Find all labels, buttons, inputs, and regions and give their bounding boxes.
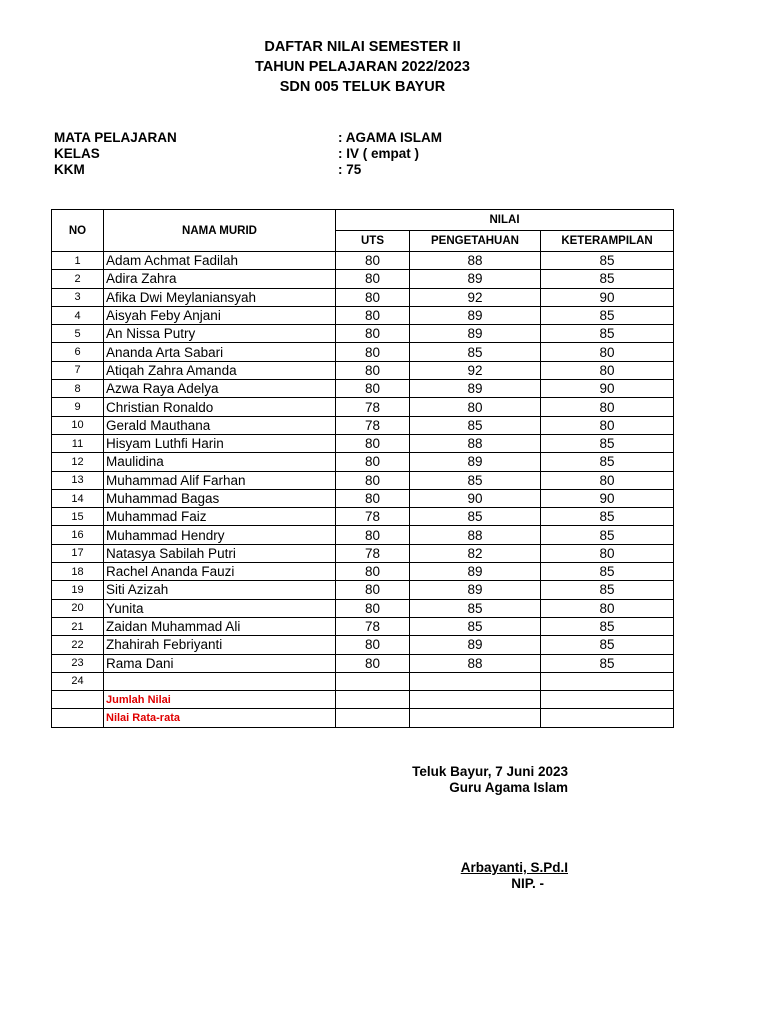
- table-row: [52, 343, 674, 361]
- title-line-1: DAFTAR NILAI SEMESTER II: [264, 39, 461, 55]
- cell-name: Yunita: [104, 599, 336, 617]
- cell-keterampilan: 80: [541, 471, 674, 489]
- cell-no: 17: [52, 544, 104, 562]
- summary-row: [52, 691, 674, 709]
- cell-uts: 80: [336, 489, 410, 507]
- cell-name: Ananda Arta Sabari: [104, 343, 336, 361]
- cell-keterampilan: 85: [541, 453, 674, 471]
- cell-pengetahuan: 89: [410, 306, 541, 324]
- cell-uts: 80: [336, 252, 410, 270]
- table-row: [52, 672, 674, 690]
- table-row: [52, 252, 674, 270]
- cell-uts: 80: [336, 380, 410, 398]
- cell-keterampilan: 80: [541, 398, 674, 416]
- cell-uts: [336, 672, 410, 690]
- cell-pengetahuan: 92: [410, 361, 541, 379]
- table-row: [52, 398, 674, 416]
- cell-no: 19: [52, 581, 104, 599]
- cell-uts: 80: [336, 270, 410, 288]
- summary-label: Jumlah Nilai: [104, 691, 336, 709]
- table-row: [52, 599, 674, 617]
- cell-pengetahuan: 92: [410, 288, 541, 306]
- summary-value: [410, 709, 541, 727]
- info-label: MATA PELAJARAN: [54, 130, 177, 145]
- cell-name: Natasya Sabilah Putri: [104, 544, 336, 562]
- cell-pengetahuan: 88: [410, 654, 541, 672]
- cell-uts: 80: [336, 654, 410, 672]
- cell-no: 14: [52, 489, 104, 507]
- signature-role: Guru Agama Islam: [449, 780, 568, 795]
- signature-place-date: Teluk Bayur, 7 Juni 2023: [412, 764, 568, 779]
- cell-name: Zhahirah Febriyanti: [104, 636, 336, 654]
- cell-no: 8: [52, 380, 104, 398]
- table-row: [52, 617, 674, 635]
- cell-no: 13: [52, 471, 104, 489]
- cell-keterampilan: 85: [541, 636, 674, 654]
- cell-keterampilan: 85: [541, 654, 674, 672]
- cell-keterampilan: 85: [541, 508, 674, 526]
- cell-keterampilan: 80: [541, 343, 674, 361]
- table-row: [52, 526, 674, 544]
- cell-name: Hisyam Luthfi Harin: [104, 434, 336, 452]
- cell-keterampilan: 85: [541, 252, 674, 270]
- summary-value: [541, 709, 674, 727]
- cell-pengetahuan: 85: [410, 416, 541, 434]
- header-pengetahuan: PENGETAHUAN: [410, 231, 541, 252]
- table-row: [52, 325, 674, 343]
- cell-keterampilan: 80: [541, 599, 674, 617]
- cell-pengetahuan: 88: [410, 252, 541, 270]
- cell-no: 23: [52, 654, 104, 672]
- cell-no: 5: [52, 325, 104, 343]
- cell-pengetahuan: 89: [410, 581, 541, 599]
- table-row: [52, 380, 674, 398]
- table-row: [52, 361, 674, 379]
- table-row: [52, 306, 674, 324]
- cell-pengetahuan: 89: [410, 563, 541, 581]
- cell-keterampilan: 85: [541, 581, 674, 599]
- header-keterampilan: KETERAMPILAN: [541, 231, 674, 252]
- cell-uts: 78: [336, 416, 410, 434]
- table-row: [52, 489, 674, 507]
- header-uts: UTS: [336, 231, 410, 252]
- cell-no: 24: [52, 672, 104, 690]
- cell-name: Siti Azizah: [104, 581, 336, 599]
- cell-uts: 78: [336, 544, 410, 562]
- cell-no: 4: [52, 306, 104, 324]
- title-line-3: SDN 005 TELUK BAYUR: [279, 79, 446, 95]
- info-label: KKM: [54, 162, 85, 177]
- cell-pengetahuan: 90: [410, 489, 541, 507]
- cell-pengetahuan: 85: [410, 617, 541, 635]
- table-row: [52, 563, 674, 581]
- cell-name: Adira Zahra: [104, 270, 336, 288]
- cell-pengetahuan: 82: [410, 544, 541, 562]
- cell-name: [104, 672, 336, 690]
- cell-uts: 80: [336, 563, 410, 581]
- cell-name: Christian Ronaldo: [104, 398, 336, 416]
- cell-no: [52, 691, 104, 709]
- cell-no: 2: [52, 270, 104, 288]
- header-name: NAMA MURID: [104, 210, 336, 252]
- cell-pengetahuan: 89: [410, 636, 541, 654]
- cell-uts: 80: [336, 361, 410, 379]
- summary-label: Nilai Rata-rata: [104, 709, 336, 727]
- title-line-2: TAHUN PELAJARAN 2022/2023: [255, 59, 470, 75]
- cell-no: 7: [52, 361, 104, 379]
- cell-uts: 80: [336, 306, 410, 324]
- cell-name: Muhammad Faiz: [104, 508, 336, 526]
- summary-value: [410, 691, 541, 709]
- cell-keterampilan: 85: [541, 434, 674, 452]
- cell-uts: 80: [336, 599, 410, 617]
- cell-uts: 80: [336, 581, 410, 599]
- cell-no: 21: [52, 617, 104, 635]
- cell-pengetahuan: 85: [410, 508, 541, 526]
- cell-no: 18: [52, 563, 104, 581]
- cell-pengetahuan: 88: [410, 434, 541, 452]
- cell-no: 20: [52, 599, 104, 617]
- cell-no: 1: [52, 252, 104, 270]
- cell-no: 12: [52, 453, 104, 471]
- cell-no: 10: [52, 416, 104, 434]
- cell-keterampilan: 85: [541, 526, 674, 544]
- cell-name: Muhammad Alif Farhan: [104, 471, 336, 489]
- cell-uts: 80: [336, 636, 410, 654]
- info-value: : 75: [338, 162, 362, 177]
- cell-uts: 80: [336, 325, 410, 343]
- summary-value: [541, 691, 674, 709]
- cell-keterampilan: 85: [541, 325, 674, 343]
- cell-pengetahuan: 88: [410, 526, 541, 544]
- cell-keterampilan: [541, 672, 674, 690]
- cell-keterampilan: 80: [541, 544, 674, 562]
- cell-name: Muhammad Hendry: [104, 526, 336, 544]
- cell-keterampilan: 80: [541, 416, 674, 434]
- cell-uts: 78: [336, 617, 410, 635]
- cell-keterampilan: 85: [541, 306, 674, 324]
- signature-name: Arbayanti, S.Pd.I: [460, 860, 568, 875]
- cell-pengetahuan: [410, 672, 541, 690]
- cell-uts: 80: [336, 453, 410, 471]
- cell-pengetahuan: 85: [410, 599, 541, 617]
- grades-table: [51, 209, 674, 728]
- cell-no: 22: [52, 636, 104, 654]
- table-row: [52, 544, 674, 562]
- cell-pengetahuan: 89: [410, 270, 541, 288]
- cell-no: 6: [52, 343, 104, 361]
- cell-name: Afika Dwi Meylaniansyah: [104, 288, 336, 306]
- header-nilai: NILAI: [336, 210, 674, 231]
- cell-pengetahuan: 85: [410, 471, 541, 489]
- table-row: [52, 434, 674, 452]
- cell-keterampilan: 85: [541, 563, 674, 581]
- cell-uts: 80: [336, 288, 410, 306]
- cell-pengetahuan: 85: [410, 343, 541, 361]
- cell-keterampilan: 90: [541, 489, 674, 507]
- summary-value: [336, 691, 410, 709]
- document-title: [0, 37, 725, 97]
- table-row: [52, 288, 674, 306]
- cell-uts: 80: [336, 343, 410, 361]
- info-value: : IV ( empat ): [338, 146, 420, 161]
- table-row: [52, 270, 674, 288]
- summary-row: [52, 709, 674, 727]
- table-row: [52, 416, 674, 434]
- cell-pengetahuan: 80: [410, 398, 541, 416]
- cell-no: 9: [52, 398, 104, 416]
- cell-no: 11: [52, 434, 104, 452]
- cell-name: Maulidina: [104, 453, 336, 471]
- cell-name: Gerald Mauthana: [104, 416, 336, 434]
- header-no: NO: [52, 210, 104, 252]
- cell-keterampilan: 90: [541, 288, 674, 306]
- cell-uts: 80: [336, 471, 410, 489]
- cell-name: An Nissa Putry: [104, 325, 336, 343]
- cell-name: Zaidan Muhammad Ali: [104, 617, 336, 635]
- cell-name: Muhammad Bagas: [104, 489, 336, 507]
- cell-no: 16: [52, 526, 104, 544]
- table-row: [52, 471, 674, 489]
- cell-keterampilan: 85: [541, 617, 674, 635]
- table-row: [52, 581, 674, 599]
- cell-name: Rama Dani: [104, 654, 336, 672]
- cell-name: Rachel Ananda Fauzi: [104, 563, 336, 581]
- cell-name: Azwa Raya Adelya: [104, 380, 336, 398]
- table-row: [52, 453, 674, 471]
- table-row: [52, 508, 674, 526]
- cell-name: Aisyah Feby Anjani: [104, 306, 336, 324]
- cell-pengetahuan: 89: [410, 453, 541, 471]
- cell-uts: 78: [336, 398, 410, 416]
- cell-name: Atiqah Zahra Amanda: [104, 361, 336, 379]
- cell-no: [52, 709, 104, 727]
- cell-uts: 78: [336, 508, 410, 526]
- signature-block: [380, 764, 568, 891]
- cell-name: Adam Achmat Fadilah: [104, 252, 336, 270]
- table-row: [52, 636, 674, 654]
- info-label: KELAS: [54, 146, 100, 161]
- signature-nip: NIP. -: [511, 876, 544, 891]
- cell-keterampilan: 85: [541, 270, 674, 288]
- cell-no: 3: [52, 288, 104, 306]
- summary-value: [336, 709, 410, 727]
- cell-uts: 80: [336, 434, 410, 452]
- cell-keterampilan: 90: [541, 380, 674, 398]
- cell-uts: 80: [336, 526, 410, 544]
- cell-pengetahuan: 89: [410, 325, 541, 343]
- info-value: : AGAMA ISLAM: [338, 130, 442, 145]
- cell-no: 15: [52, 508, 104, 526]
- cell-pengetahuan: 89: [410, 380, 541, 398]
- cell-keterampilan: 80: [541, 361, 674, 379]
- table-row: [52, 654, 674, 672]
